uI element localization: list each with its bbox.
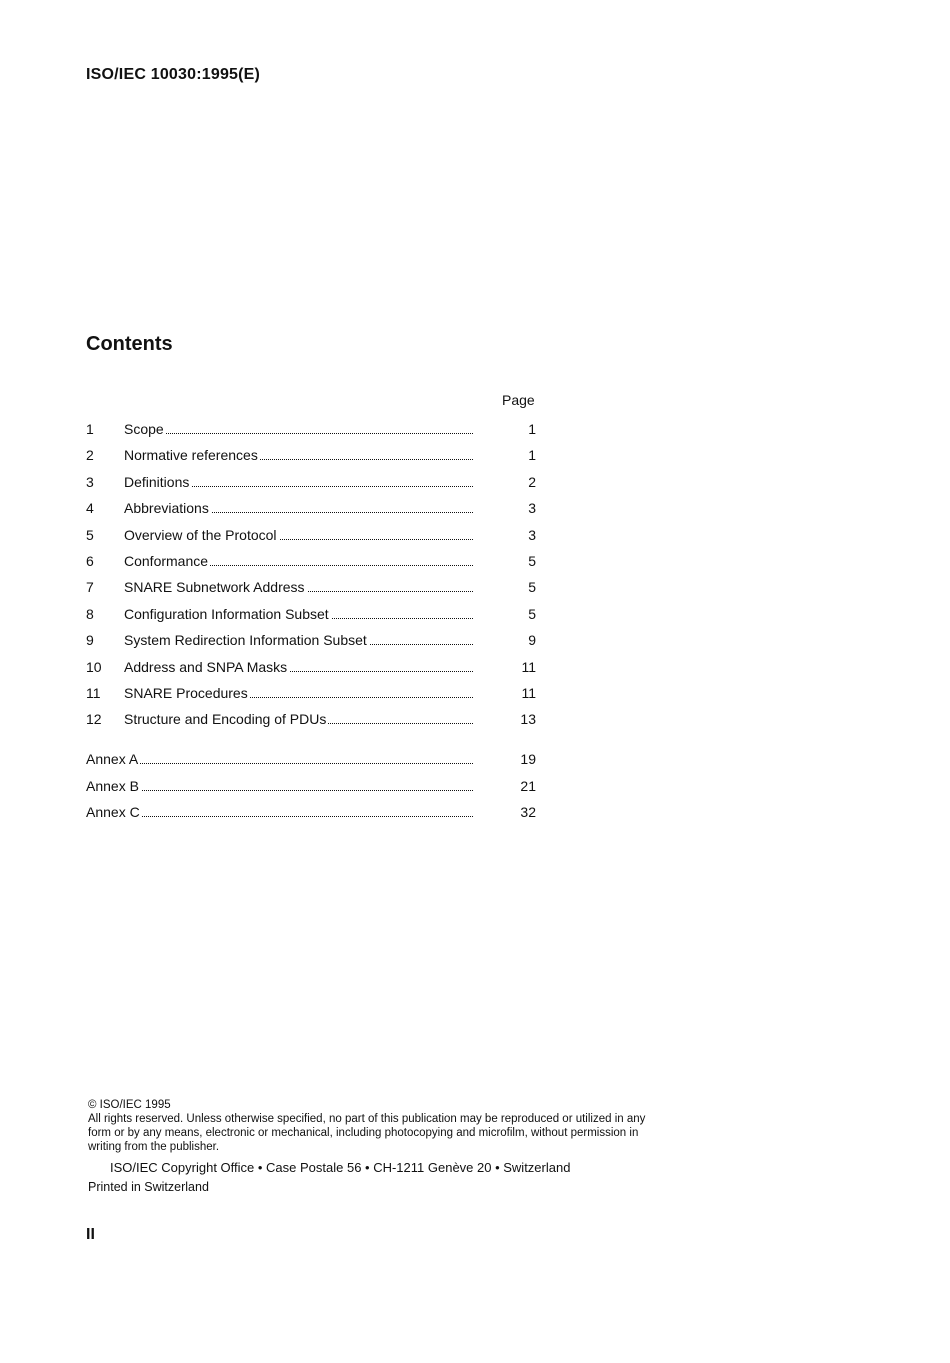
toc-entry-page: 11	[521, 685, 536, 701]
toc-entry-title	[124, 629, 473, 651]
copyright-notice	[88, 1098, 648, 1154]
toc-entry-title	[124, 682, 473, 704]
contents-heading: Contents	[86, 333, 173, 355]
toc-entry-title-text: Address and SNPA Masks	[124, 658, 288, 675]
toc-annex-page: 32	[520, 804, 536, 820]
toc-entry-page: 3	[528, 500, 536, 517]
toc-entry-page: 5	[528, 553, 536, 569]
toc-entry-number: 12	[86, 711, 102, 728]
page-number: II	[86, 1226, 95, 1243]
toc-entry	[86, 444, 546, 466]
toc-entry	[86, 576, 546, 598]
toc-annex-entry	[86, 748, 546, 770]
toc-entry-title-text: SNARE Subnetwork Address	[124, 579, 305, 596]
toc-entry	[86, 524, 546, 546]
toc-entry	[86, 550, 546, 572]
toc-entry-title	[124, 497, 473, 519]
toc-entry-page: 3	[528, 526, 536, 543]
toc-entry-title	[124, 576, 473, 598]
toc-entry-title-text: Overview of the Protocol	[124, 526, 277, 543]
toc-annex-title	[86, 775, 473, 797]
toc-entry	[86, 629, 546, 651]
toc-entry-title-text: Configuration Information Subset	[124, 605, 329, 622]
toc-entry-title	[124, 471, 473, 493]
toc-annex-title-text: Annex A	[86, 751, 139, 767]
toc-entry-page: 5	[528, 579, 536, 596]
toc-entry-title-text: Definitions	[124, 473, 190, 490]
toc-entry-title-text: Conformance	[124, 553, 209, 569]
toc-entry-number: 5	[86, 526, 94, 543]
toc-entry	[86, 708, 546, 730]
toc-annex-title	[86, 801, 473, 823]
toc-entry-page: 2	[528, 473, 536, 490]
toc-entry-title	[124, 603, 473, 625]
toc-annex-title-text: Annex C	[86, 804, 140, 820]
toc-entry-number: 1	[86, 421, 94, 437]
toc-entry-number: 10	[86, 658, 102, 675]
toc-entry	[86, 603, 546, 625]
toc-entry-page: 9	[528, 632, 536, 649]
toc-entry	[86, 497, 546, 519]
printed-in-line: Printed in Switzerland	[88, 1180, 209, 1194]
toc-entry-number: 7	[86, 579, 94, 596]
toc-entry-page: 1	[528, 447, 536, 464]
copyright-line: © ISO/IEC 1995	[88, 1099, 171, 1111]
toc-annex-title	[86, 748, 473, 770]
toc-entry-page: 13	[520, 711, 536, 728]
toc-entry-number: 2	[86, 447, 94, 464]
toc-entry	[86, 418, 546, 440]
toc-entry-title-text: Structure and Encoding of PDUs	[124, 711, 327, 728]
toc-entry-page: 11	[521, 658, 536, 675]
toc-entry-title	[124, 444, 473, 466]
toc-entry-title-text: Normative references	[124, 447, 258, 464]
toc-annex-title-text: Annex B	[86, 777, 139, 794]
toc-entry-number: 3	[86, 473, 94, 490]
toc-annex-entry	[86, 801, 546, 823]
toc-entry-number: 8	[86, 605, 94, 622]
document-id: ISO/IEC 10030:1995(E)	[86, 66, 261, 83]
toc-entry-title	[124, 708, 473, 730]
toc-entry-number: 6	[86, 553, 94, 569]
toc-entry	[86, 471, 546, 493]
toc-entry-page: 1	[528, 421, 536, 437]
toc-entry-title	[124, 656, 473, 678]
toc-annex-page: 19	[520, 751, 536, 767]
page-column-label: Page	[502, 392, 535, 408]
copyright-office-address: ISO/IEC Copyright Office • Case Postale 56 • CH-1211 Genève 20 • Switzerland	[110, 1160, 571, 1175]
toc-entry-title-text: Scope	[124, 421, 164, 437]
toc-entry-title-text: System Redirection Information Subset	[124, 632, 367, 649]
toc-entry-title-text: Abbreviations	[124, 500, 209, 517]
toc-entry-number: 4	[86, 500, 94, 517]
rights-statement: All rights reserved. Unless otherwise specified, no part of this publication may be reproduced or utilized in any form or by any means, electronic or mechanical, including photocopying and microfilm, without permission in writing from the publisher.	[88, 1113, 646, 1153]
toc-entry-title	[124, 418, 473, 440]
toc-entry	[86, 682, 546, 704]
toc-entry-title	[124, 550, 473, 572]
toc-entry-number: 9	[86, 632, 94, 649]
toc-entry-title	[124, 524, 473, 546]
toc-entry	[86, 656, 546, 678]
toc-annex-page: 21	[520, 777, 536, 794]
toc-entry-title-text: SNARE Procedures	[124, 685, 248, 701]
toc-annex-entry	[86, 775, 546, 797]
toc-entry-page: 5	[528, 605, 536, 622]
toc-entry-number: 11	[86, 685, 101, 701]
